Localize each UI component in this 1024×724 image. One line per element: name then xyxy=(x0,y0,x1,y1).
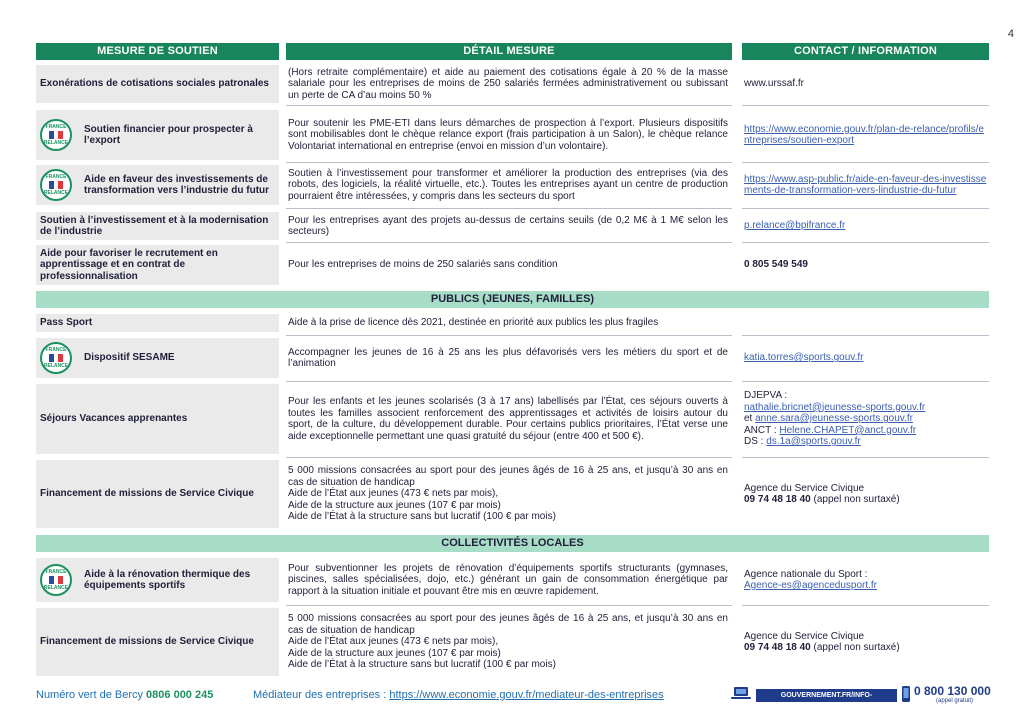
row-contact: www.urssaf.fr xyxy=(744,78,805,90)
row-title: Financement de missions de Service Civique xyxy=(36,460,279,528)
row-detail: Accompagner les jeunes de 16 à 25 ans les plus défavorisés vers les métiers du sport et de l’animation xyxy=(288,346,728,369)
row-contact xyxy=(742,338,989,378)
row-title: Séjours Vacances apprenantes xyxy=(36,384,279,454)
sesame-email-link[interactable]: katia.torres@sports.gouv.fr xyxy=(744,352,864,364)
row-contact: Agence nationale du Sport : Agence-es@agencedusport.fr xyxy=(744,568,878,591)
bpifrance-email-link[interactable]: p.relance@bpifrance.fr xyxy=(744,220,846,232)
row-detail: Aide à la prise de licence dès 2021, destinée en priorité aux publics les plus fragiles xyxy=(288,317,659,329)
row-title: FRANCE RELANCE Dispositif SESAME xyxy=(36,338,279,378)
row-title: Soutien à l’investissement et à la modernisation de l’industrie xyxy=(36,212,279,240)
row-title: FRANCE RELANCE Aide à la rénovation thermique des équipements sportifs xyxy=(36,558,279,602)
france-relance-logo: FRANCE RELANCE xyxy=(40,342,72,374)
row-title: Exonérations de cotisations sociales patronales xyxy=(36,65,279,103)
djepva-email-link-1[interactable]: nathalie.bricnet@jeunesse-sports.gouv.fr xyxy=(744,401,926,413)
row-contact xyxy=(742,165,989,205)
ans-email-link[interactable]: Agence-es@agencedusport.fr xyxy=(744,580,878,591)
gov-info-banner[interactable]: GOUVERNEMENT.FR/INFO-CORONAVIRUS xyxy=(756,689,897,702)
row-detail: 5 000 missions consacrées au sport pour des jeunes âgés de 16 à 25 ans, et jusqu’à 30 ans en cas de situation de handicap Aide de l’État aux jeunes (473 € nets par mois), Aide de la structure aux jeunes (107 € par mois) Aide de l’État à la structure sans but lucratif (100 € par mois) xyxy=(288,465,728,523)
row-contact xyxy=(742,212,989,240)
mediateur-link[interactable]: https://www.economie.gouv.fr/mediateur-des-entreprises xyxy=(389,689,664,701)
anct-email-link[interactable]: Helene.CHAPET@anct.gouv.fr xyxy=(779,424,917,436)
france-relance-logo: FRANCE RELANCE xyxy=(40,169,72,201)
row-detail: Pour les enfants et les jeunes scolarisés (3 à 17 ans) labellisés par l’État, ces séjours ouverts à toutes les familles associent renforcement des apprentissages et activités de loisirs autour du sport, de la culture, du développement durable. Pour certains publics prioritaires, l’État verse une aide exceptionnelle permettant une quasi gratuité du séjour (entre 400 et 500 €). xyxy=(288,396,728,442)
row-title: Financement de missions de Service Civique xyxy=(36,608,279,676)
phone-number: 0 800 130 000 xyxy=(914,684,991,698)
section-collectivites: COLLECTIVITÉS LOCALES xyxy=(36,535,989,552)
header-mesure: MESURE DE SOUTIEN xyxy=(36,43,279,60)
france-relance-logo: FRANCE RELANCE xyxy=(40,564,72,596)
row-contact: Agence du Service Civique 09 74 48 18 40 (appel non surtaxé) xyxy=(744,630,900,653)
row-detail: Pour subventionner les projets de rénovation d’équipements sportifs structurants (gymnases, piscines, salles spécialisées, dojo, etc.) générant un gain de consommation énergétique par rapport à la situation initiale et pouvant être mis en œuvre rapidement. xyxy=(288,562,728,597)
row-detail: Pour les entreprises ayant des projets au-dessus de certains seuils (de 0,2 M€ à 1 M€ selon les secteurs) xyxy=(288,214,728,237)
row-detail: Soutien à l’investissement pour transformer et améliorer la production des entreprises (via des robots, des logiciels, la réalité virtuelle, etc.). Toutes les entreprises ayant un centre de production pourraient être intéressées, y compris dans les secteurs du sport xyxy=(288,167,728,202)
row-title: FRANCE RELANCE Aide en faveur des investissements de transformation vers l’industrie du futur xyxy=(36,165,279,205)
row-contact: Agence du Service Civique 09 74 48 18 40 (appel non surtaxé) xyxy=(744,482,900,505)
section-publics: PUBLICS (JEUNES, FAMILLES) xyxy=(36,291,989,308)
phone-note: (appel gratuit) xyxy=(936,698,974,704)
row-title: Pass Sport xyxy=(36,314,279,332)
row-detail: Pour les entreprises de moins de 250 salariés sans condition xyxy=(288,259,558,271)
row-title: FRANCE RELANCE Soutien financier pour prospecter à l’export xyxy=(36,110,279,160)
row-title: Aide pour favoriser le recrutement en apprentissage et en contrat de professionnalisation xyxy=(36,245,279,285)
row-contact: 0 805 549 549 xyxy=(744,259,808,271)
footer-mediateur: Médiateur des entreprises : https://www.economie.gouv.fr/mediateur-des-entreprises xyxy=(253,689,664,701)
row-detail: 5 000 missions consacrées au sport pour des jeunes âgés de 16 à 25 ans, et jusqu’à 30 ans en cas de situation de handicap Aide de l’État aux jeunes (473 € nets par mois), Aide de la structure aux jeunes (107 € par mois) Aide de l’État à la structure sans but lucratif (100 € par mois) xyxy=(288,613,728,671)
page-number: 4 xyxy=(1007,28,1014,40)
industrie-futur-link[interactable]: https://www.asp-public.fr/aide-en-faveur-des-investissements-de-transformation-vers-lindustrie-du-futur xyxy=(744,173,987,196)
row-detail: Pour soutenir les PME-ETI dans leurs démarches de prospection à l’export. Plusieurs dispositifs sont mobilisables dont le chèque relance export (frais participation à un Salon), le chèque relance Volontariat international en entreprise (envoi en mission d’un volontaire). xyxy=(288,117,728,152)
header-contact: CONTACT / INFORMATION xyxy=(742,43,989,60)
row-contact xyxy=(742,110,989,160)
laptop-icon xyxy=(731,686,751,700)
ds-email-link[interactable]: ds.1a@sports.gouv.fr xyxy=(766,436,861,448)
row-detail: (Hors retraite complémentaire) et aide au paiement des cotisations égale à 20 % de la masse salariale pour les entreprises de moins de 250 salariés fermées administrativement ou subissant un perte de CA d’au moins 50 % xyxy=(288,66,728,101)
phone-icon xyxy=(901,686,911,702)
header-detail: DÉTAIL MESURE xyxy=(286,43,732,60)
export-link[interactable]: https://www.economie.gouv.fr/plan-de-relance/profils/entreprises/soutien-export xyxy=(744,123,984,146)
footer-bercy: Numéro vert de Bercy 0806 000 245 xyxy=(36,689,214,701)
row-contact: DJEPVA : nathalie.bricnet@jeunesse-sports.gouv.fr et anne.sara@jeunesse-sports.gouv.fr ANCT : Helene.CHAPET@anct.gouv.fr DS : ds.1a@sports.gouv.fr xyxy=(744,390,926,448)
france-relance-logo: FRANCE RELANCE xyxy=(40,119,72,151)
djepva-email-link-2[interactable]: anne.sara@jeunesse-sports.gouv.fr xyxy=(755,413,913,425)
